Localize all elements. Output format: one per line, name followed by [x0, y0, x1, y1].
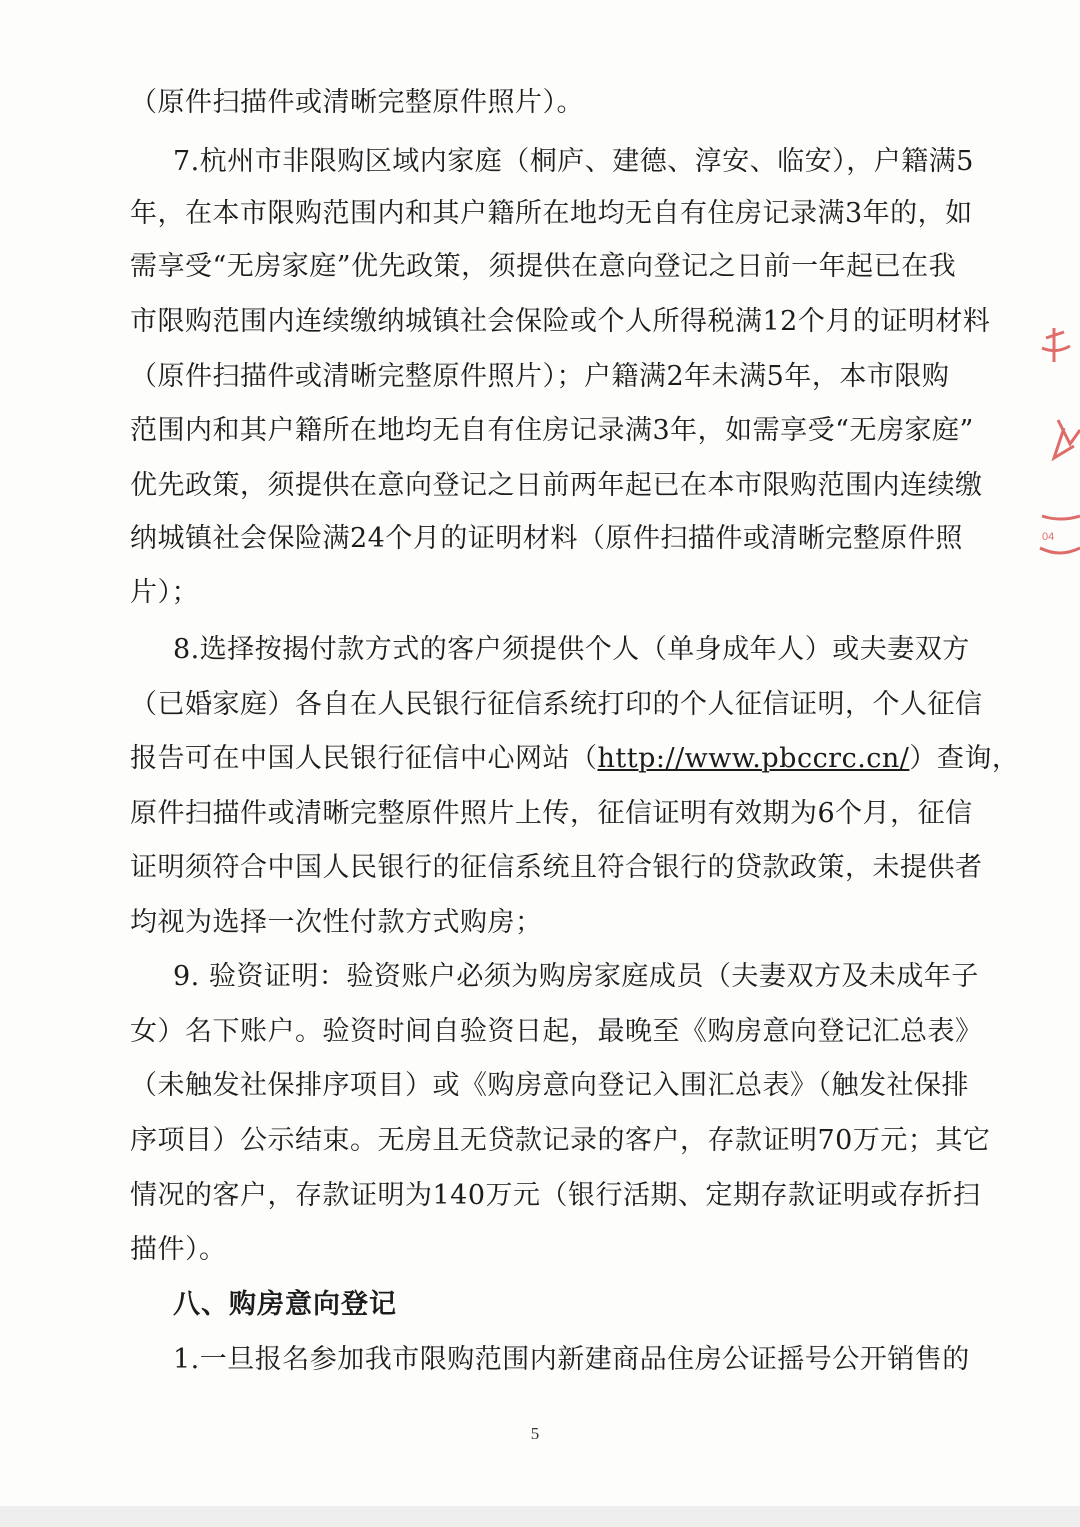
text-segment: 报告可在中国人民银行征信中心网站（ [130, 743, 598, 774]
text-line: 年，在本市限购范围内和其户籍所在地均无自有住房记录满3年的，如 [130, 198, 973, 229]
text-line: （原件扫描件或清晰完整原件照片）。 [130, 87, 584, 118]
text-line: 7.杭州市非限购区域内家庭（桐庐、建德、淳安、临安），户籍满5 [173, 146, 974, 177]
text-line: （已婚家庭）各自在人民银行征信系统打印的个人征信证明，个人征信 [130, 689, 983, 720]
pbccrc-link[interactable]: http://www.pbccrc.cn/ [597, 743, 910, 774]
bottom-edge-strip [0, 1506, 1080, 1527]
svg-text:04: 04 [1042, 531, 1055, 543]
text-line: 均视为选择一次性付款方式购房； [130, 907, 543, 938]
text-line: 序项目）公示结束。无房且无贷款记录的客户，存款证明70万元；其它 [130, 1125, 991, 1156]
text-line [130, 742, 1020, 776]
text-line: 片）； [130, 577, 199, 608]
text-line: 市限购范围内连续缴纳城镇社会保险或个人所得税满12个月的证明材料 [130, 306, 991, 337]
text-line: 描件）。 [130, 1234, 227, 1265]
text-line: 需享受“无房家庭”优先政策，须提供在意向登记之日前一年起已在我 [130, 251, 957, 282]
page-number: 5 [530, 1424, 540, 1443]
text-line: 优先政策，须提供在意向登记之日前两年起已在本市限购范围内连续缴 [130, 470, 983, 501]
text-line: （原件扫描件或清晰完整原件照片）；户籍满2年未满5年，本市限购 [130, 361, 950, 392]
text-line: 1.一旦报名参加我市限购范围内新建商品住房公证摇号公开销售的 [173, 1344, 970, 1375]
text-line: 9. 验资证明：验资账户必须为购房家庭成员（夫妻双方及未成年子 [173, 961, 979, 992]
text-line: 原件扫描件或清晰完整原件照片上传，征信证明有效期为6个月，征信 [130, 798, 973, 829]
text-line: （未触发社保排序项目）或《购房意向登记入围汇总表》（触发社保排 [130, 1070, 969, 1101]
text-line: 情况的客户，存款证明为140万元（银行活期、定期存款证明或存折扫 [130, 1180, 981, 1211]
section-heading: 八、购房意向登记 [173, 1289, 397, 1320]
text-line: 女）名下账户。验资时间自验资日起，最晚至《购房意向登记汇总表》 [130, 1016, 983, 1047]
text-line: 8.选择按揭付款方式的客户须提供个人（单身成年人）或夫妻双方 [173, 634, 970, 665]
text-line: 纳城镇社会保险满24个月的证明材料（原件扫描件或清晰完整原件照 [130, 523, 963, 554]
text-segment: ）查询， [909, 743, 1020, 774]
text-line: 范围内和其户籍所在地均无自有住房记录满3年，如需享受“无房家庭” [130, 415, 974, 446]
text-line: 证明须符合中国人民银行的征信系统且符合银行的贷款政策，未提供者 [130, 852, 983, 883]
seal-stamp-fragment [1034, 318, 1080, 558]
